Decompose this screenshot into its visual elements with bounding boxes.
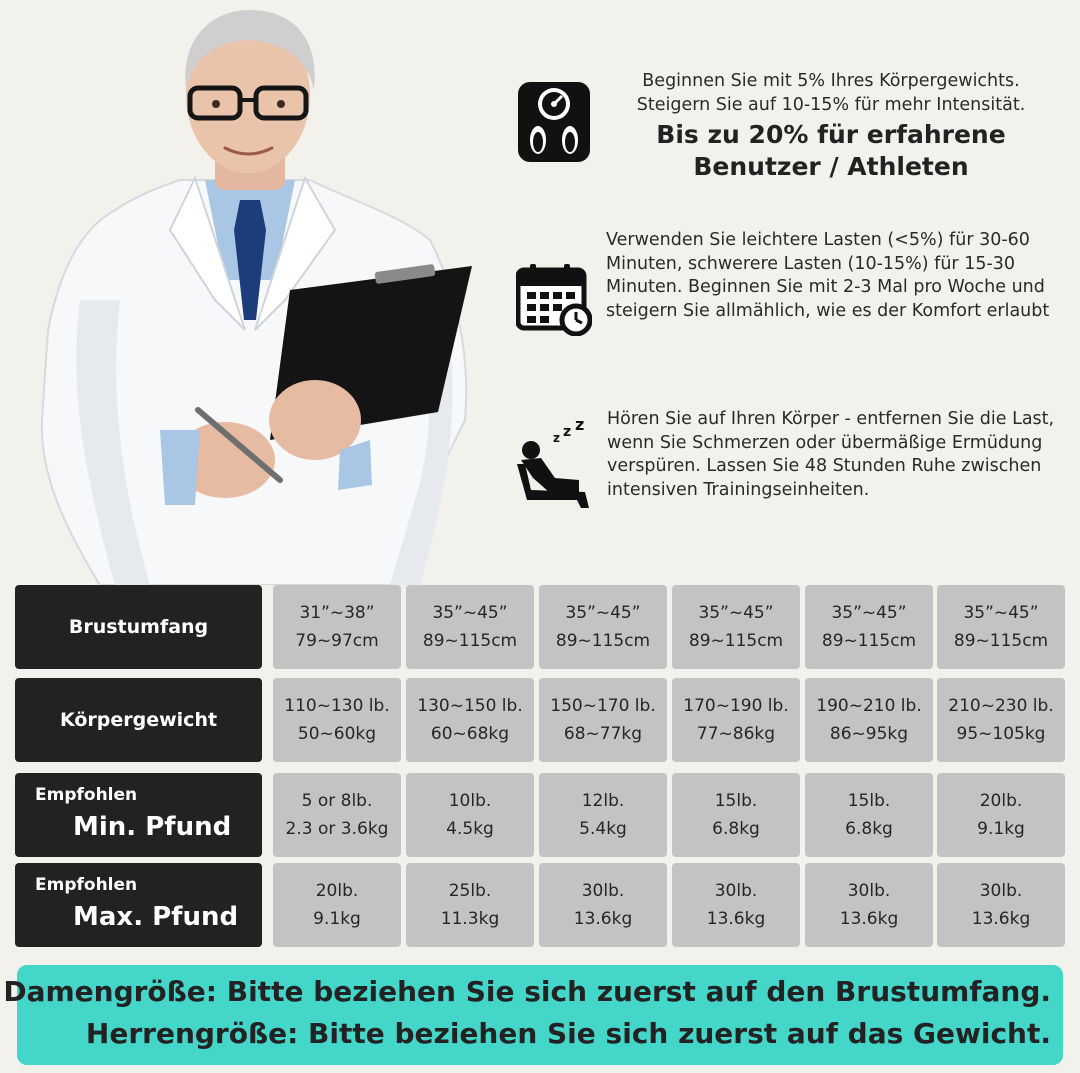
cell-imperial: 35”~45” [565,603,641,623]
table-cell [805,863,933,947]
cell-metric: 68~77kg [563,724,643,744]
cell-imperial: 10lb. [448,791,492,811]
cell-imperial: 20lb. [315,881,359,901]
cell-imperial: 5 or 8lb. [301,791,373,811]
resting-person-icon [515,420,593,512]
table-cell [539,773,667,857]
cell-metric: 4.5kg [446,819,494,839]
cell-metric: 11.3kg [440,909,500,929]
row-header: Körpergewicht [15,678,262,762]
cell-metric: 13.6kg [971,909,1031,929]
cell-metric: 77~86kg [696,724,776,744]
cell-imperial: 31”~38” [299,603,375,623]
table-row-min-weight [15,773,1065,857]
table-cell [406,585,534,669]
note-men: Herrengröße: Bitte beziehen Sie sich zuerst auf das Gewicht. [85,1017,1051,1050]
table-cell [672,863,800,947]
cell-metric: 89~115cm [688,631,784,651]
cell-metric: 6.8kg [845,819,893,839]
cell-metric: 13.6kg [706,909,766,929]
cell-imperial: 30lb. [847,881,891,901]
cell-metric: 13.6kg [839,909,899,929]
table-cell [406,863,534,947]
cell-metric: 9.1kg [313,909,361,929]
table-cell [805,678,933,762]
row-header: Brustumfang [15,585,262,669]
table-cell [672,678,800,762]
table-cell [406,773,534,857]
cell-imperial: 35”~45” [698,603,774,623]
tip-text: Hören Sie auf Ihren Körper - entfernen Sie die Last, wenn Sie Schmerzen oder übermäßige Ermüdung verspüren. Lassen Sie 48 Stunden Ruhe zwischen intensiven Trainingseinheiten. [607,409,1055,500]
table-row-body-weight [15,678,1065,762]
cell-imperial: 190~210 lb. [816,696,922,716]
tip-text: Verwenden Sie leichtere Lasten (<5%) für 30-60 Minuten, schwerere Lasten (10-15%) für 15-30 Minuten. Beginnen Sie mit 2-3 Mal pro Woche und steigern Sie allmählich, wie es der Komfort erlaubt [606,230,1050,321]
table-cell [937,678,1065,762]
calendar-clock-icon [516,262,592,336]
cell-imperial: 130~150 lb. [417,696,523,716]
cell-metric: 5.4kg [579,819,627,839]
tip-highlight: Bis zu 20% für erfahrene Benutzer / Athleten [656,120,1006,181]
tip-text [611,70,1051,183]
table-cell [672,773,800,857]
table-cell [805,585,933,669]
cell-imperial: 30lb. [979,881,1023,901]
cell-metric: 6.8kg [712,819,760,839]
cell-imperial: 30lb. [581,881,625,901]
cell-metric: 86~95kg [829,724,909,744]
table-cell [539,678,667,762]
table-cell [937,585,1065,669]
table-cell [672,585,800,669]
table-cell [937,773,1065,857]
row-header [15,863,262,947]
cell-metric: 95~105kg [956,724,1046,744]
row-header-big: Max. Pfund [73,902,239,932]
cell-imperial: 20lb. [979,791,1023,811]
note-women: Damengröße: Bitte beziehen Sie sich zuerst auf den Brustumfang. [3,975,1051,1008]
cell-imperial: 25lb. [448,881,492,901]
cell-imperial: 210~230 lb. [948,696,1054,716]
row-header-small: Empfohlen [35,875,138,895]
cell-metric: 60~68kg [430,724,510,744]
cell-imperial: 35”~45” [831,603,907,623]
svg-text:z: z [563,424,572,440]
cell-metric: 89~115cm [953,631,1049,651]
table-row-chest [15,585,1065,669]
table-cell [539,863,667,947]
table-cell [805,773,933,857]
cell-imperial: 35”~45” [432,603,508,623]
cell-imperial: 30lb. [714,881,758,901]
cell-metric: 50~60kg [297,724,377,744]
table-row-max-weight [15,863,1065,947]
cell-imperial: 150~170 lb. [550,696,656,716]
cell-metric: 89~115cm [821,631,917,651]
size-note-banner [3,965,1063,1065]
row-header [15,773,262,857]
cell-metric: 79~97cm [295,631,379,651]
row-header-small: Empfohlen [35,785,138,805]
cell-metric: 9.1kg [977,819,1025,839]
cell-metric: 13.6kg [573,909,633,929]
cell-imperial: 15lb. [847,791,891,811]
cell-imperial: 170~190 lb. [683,696,789,716]
svg-text:z: z [575,420,585,434]
table-cell [273,863,401,947]
row-header-big: Min. Pfund [73,812,232,842]
cell-imperial: 15lb. [714,791,758,811]
cell-imperial: 35”~45” [963,603,1039,623]
cell-metric: 89~115cm [422,631,518,651]
table-cell [273,678,401,762]
cell-imperial: 12lb. [581,791,625,811]
svg-text:z: z [553,431,560,445]
table-cell [937,863,1065,947]
doctor-photo [20,0,480,585]
cell-metric: 2.3 or 3.6kg [285,819,389,839]
table-cell [273,585,401,669]
table-cell [406,678,534,762]
tip-body: Beginnen Sie mit 5% Ihres Körpergewichts. Steigern Sie auf 10-15% für mehr Intensität. [636,71,1026,115]
bathroom-scale-icon [516,80,592,164]
table-cell [273,773,401,857]
cell-imperial: 110~130 lb. [284,696,390,716]
table-cell [539,585,667,669]
cell-metric: 89~115cm [555,631,651,651]
